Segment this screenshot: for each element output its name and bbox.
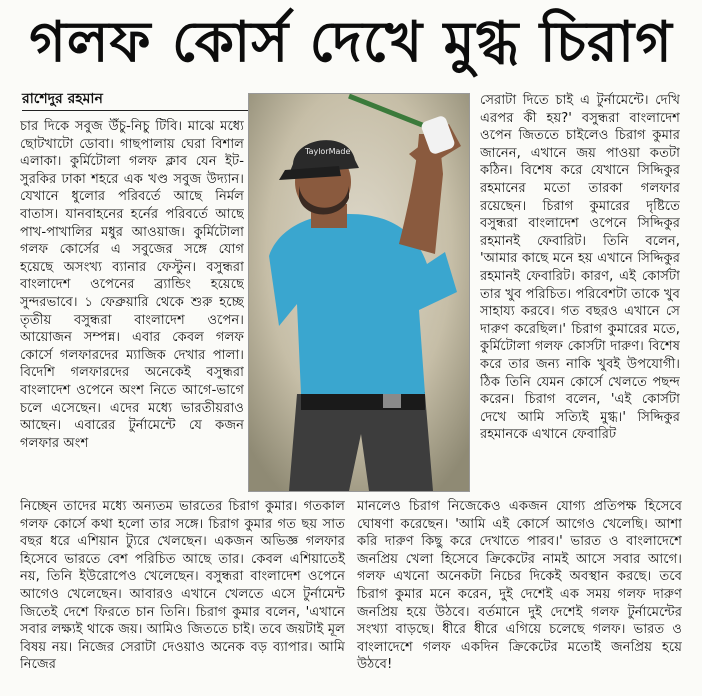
headline: গলফ কোর্স দেখে মুগ্ধ চিরাগ bbox=[29, 10, 673, 75]
golfer-photo bbox=[248, 93, 470, 492]
column-1 bbox=[20, 118, 244, 498]
golfer-illustration bbox=[249, 94, 469, 491]
bottom-left-text: নিচ্ছেন তাদের মধ্যে অন্যতম ভারতের চিরাগ কুমার। গতকাল গলফ কোর্সে কথা হলো তার সঙ্গে। চিরাগ কুমার গত ছয় সাত বছর ধরে এশিয়ান ট্যুরে খেলছেন। একজন অভিজ্ঞ গলফার হিসেবে ভারতে বেশ পরিচিত আছে তার। কেবল এশিয়াতেই নয়, তিনি ইউরোপেও খেলেছেন। বসুন্ধরা বাংলাদেশ ওপেনে আগেও খেলেছেন। আবারও এখানে খেলতে এসে টুর্নামেন্ট জিতেই দেশে ফিরতে চান তিনি। চিরাগ কুমার বলেন, 'এখানে সবার লক্ষ্যই থাকে জয়। আমিও জিততে চাই। তবে জয়টাই মূল বিষয় নয়। নিজের সেরাটা দেওয়াও অনেক বড় ব্যাপার। আমি নিজের bbox=[20, 499, 345, 673]
bottom-section bbox=[20, 498, 682, 694]
column-3 bbox=[480, 92, 680, 494]
byline: রাশেদুর রহমান bbox=[22, 88, 248, 111]
column-3-text: সেরাটা দিতে চাই এ টুর্নামেন্টে। দেখি এরপর কী হয়?' বসুন্ধরা বাংলাদেশ ওপেন জিততে চাইলেও চিরাগ কুমার জানেন, এখানে জয় পাওয়া কতটা কঠিন। বিশেষ করে যেখানে সিদ্দিকুর রহমানের মতো তারকা গলফার রয়েছেন। চিরাগ কুমারের দৃষ্টিতে বসুন্ধরা বাংলাদেশ ওপেনে সিদ্দিকুর রহমানই ফেবারিট। তিনি বলেন, 'আমার কাছে মনে হয় এখানে সিদ্দিকুর রহমানই ফেবারিট। কারণ, এই কোর্সটা তার খুব পরিচিত। পরিবেশটা তাকে খুব সাহায্য করবে। গত বছরও এখানে সে দারুণ করেছিল।' চিরাগ কুমারের মতে, কুর্মিটোলা গলফ কোর্সটা দারুণ। বিশেষ করে তার জন্য নাকি খুবই উপযোগী। ঠিক তিনি যেমন কোর্সে খেলতে পছন্দ করেন। চিরাগ বলেন, 'এই কোর্সটা দেখে আমি সত্যিই মুগ্ধ।' সিদ্দিকুর রহমানকে এখানে ফেবারিট bbox=[480, 93, 680, 443]
cap-logo: TaylorMade bbox=[305, 147, 351, 156]
column-1-text: চার দিকে সবুজ উঁচু-নিচু টিবি। মাঝে মধ্যে ছোটখাটো ডোবা। গাছপালায় ঘেরা বিশাল এলাকা। কুর্মিটোলা গলফ ক্লাব যেন ইট-সুরকির ঢাকা শহরে এক খণ্ড সবুজ উদ্যান। যেখানে ধুলোর পরিবর্তে আছে নির্মল বাতাস। যানবাহনের হর্নের পরিবর্তে আছে পাখ-পাখালির মধুর আওয়াজ। কুর্মিটোলা গলফ কোর্সের এ সবুজের সঙ্গে যোগ হয়েছে অসংখ্য ব্যানার ফেস্টুন। বসুন্ধরা বাংলাদেশ ওপেনের ব্র্যান্ডিং হয়েছে সুন্দরভাবে। ১ ফেব্রুয়ারি থেকে শুরু হচ্ছে তৃতীয় বসুন্ধরা বাংলাদেশ ওপেন। আয়োজন সম্পন্ন। এবার কেবল গলফ কোর্সে গলফারদের ম্যাজিক দেখার পালা। বিদেশি গলফারদের অনেকেই বসুন্ধরা বাংলাদেশ ওপেনে অংশ নিতে আগে-ভাগে চলে এসেছেন। এদের মধ্যে ভারতীয়রাও আছেন। এবারের টুর্নামেন্টে যে কজন গলফার অংশ bbox=[20, 119, 244, 451]
bottom-right-text: মানলেও চিরাগ নিজেকেও একজন যোগ্য প্রতিপক্ষ হিসেবে ঘোষণা করেছেন। 'আমি এই কোর্সে আগেও খেলেছি। আশা করি দারুণ কিছু করে দেখাতে পারব।' ভারত ও বাংলাদেশে জনপ্রিয় খেলা হিসেবে ক্রিকেটের নামই আসে সবার আগে। গলফ এখনো অনেকটা নিচের দিকেই অবস্থান করছে। তবে চিরাগ কুমার মনে করেন, দুই দেশেই এক সময় গলফ দারুণ জনপ্রিয় হয়ে উঠবে। বর্তমানে দুই দেশেই গলফ টুর্নামেন্টের সংখ্যা বাড়ছে। ধীরে ধীরে এগিয়ে চলেছে গলফ। ভারত ও বাংলাদেশে গলফ একদিন ক্রিকেটের মতোই জনপ্রিয় হয়ে উঠবে! bbox=[357, 499, 682, 673]
belt bbox=[301, 392, 425, 410]
